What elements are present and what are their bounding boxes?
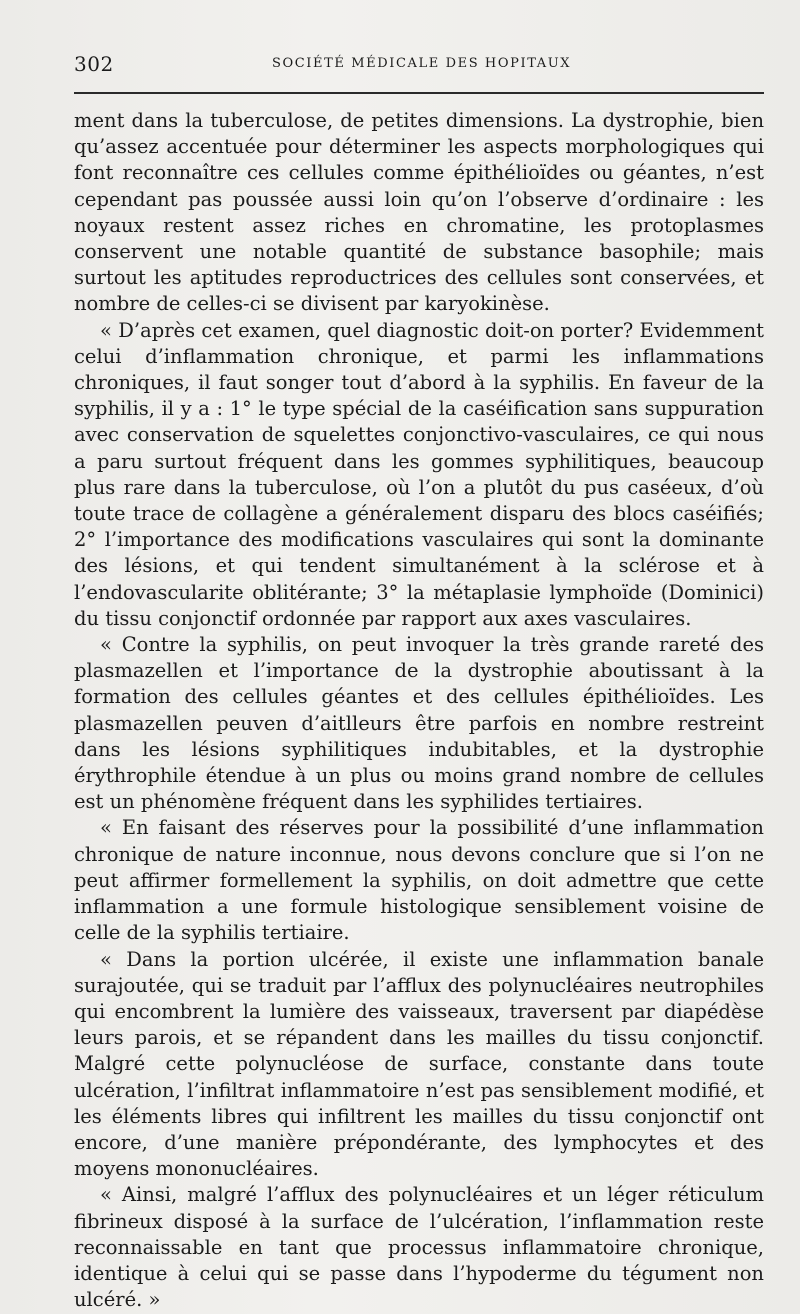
paragraph: « En faisant des réserves pour la possibilité d’une inflammation chronique de nature inconnue, nous devons conclure que si l’on ne peut affirmer formellement la syphilis, on doit admettre que cette inflammation a une formule histologique sensiblement voisine de celle de la syphilis tertiaire. <box>74 816 764 945</box>
body-text <box>74 108 764 1313</box>
paragraph: ment dans la tuberculose, de petites dimensions. La dystrophie, bien qu’assez accentuée pour déterminer les aspects morphologiques qui font reconnaître ces cellules comme épithélioïdes ou géantes, n’est cependant pas poussée aussi loin qu’on l’observe d’ordinaire : les noyaux restent assez riches en chromatine, les protoplasmes conservent une notable quantité de substance basophile; mais surtout les aptitudes reproductrices des cellules sont conservées, et nombre de celles-ci se divisent par karyokinèse. <box>74 109 764 316</box>
page-header <box>74 52 764 76</box>
header-rule <box>74 92 764 94</box>
paragraph: « D’après cet examen, quel diagnostic doit-on porter? Evidemment celui d’inflammation chronique, et parmi les inflammations chroniques, il faut songer tout d’abord à la syphilis. En faveur de la syphilis, il y a : 1° le type spécial de la caséification sans suppuration avec conservation de squelettes conjonctivo-vasculaires, ce qui nous a paru surtout fréquent dans les gommes syphilitiques, beaucoup plus rare dans la tuberculose, où l’on a plutôt du pus caséeux, d’où toute trace de collagène a généralement disparu des blocs caséifiés; 2° l’importance des modifications vasculaires qui sont la dominante des lésions, et qui tendent simultanément à la sclérose et à l’endovascularite oblitérante; 3° la métaplasie lymphoïde (Dominici) du tissu conjonctif ordonnée par rapport aux axes vasculaires. <box>74 318 764 630</box>
page-number: 302 <box>74 52 114 76</box>
paragraph: « Dans la portion ulcérée, il existe une inflammation banale surajoutée, qui se traduit par l’afflux des polynucléaires neutrophiles qui encombrent la lumière des vaisseaux, traversent par diapédèse leurs parois, et se répandent dans les mailles du tissu conjonctif. Malgré cette polynucléose de surface, constante dans toute ulcération, l’infiltrat inflammatoire n’est pas sensiblement modifié, et les éléments libres qui infiltrent les mailles du tissu conjonctif ont encore, d’une manière prépondérante, des lymphocytes et des moyens mononucléaires. <box>74 947 764 1181</box>
running-head: SOCIÉTÉ MÉDICALE DES HOPITAUX <box>272 56 572 71</box>
paragraph: « Contre la syphilis, on peut invoquer la très grande rareté des plasmazellen et l’importance de la dystrophie aboutissant à la formation des cellules géantes et des cellules épithélioïdes. Les plasmazellen peuven d’aitlleurs être parfois en nombre restreint dans les lésions syphilitiques indubitables, et la dystrophie érythrophile étendue à un plus ou moins grand nombre de cellules est un phénomène fréquent dans les syphilides tertiaires. <box>74 633 764 814</box>
paragraph: « Ainsi, malgré l’afflux des polynucléaires et un léger réticulum fibrineux disposé à la surface de l’ulcération, l’inflammation reste reconnaissable en tant que processus inflammatoire chronique, identique à celui qui se passe dans l’hypoderme du tégument non ulcéré. » <box>74 1183 764 1312</box>
